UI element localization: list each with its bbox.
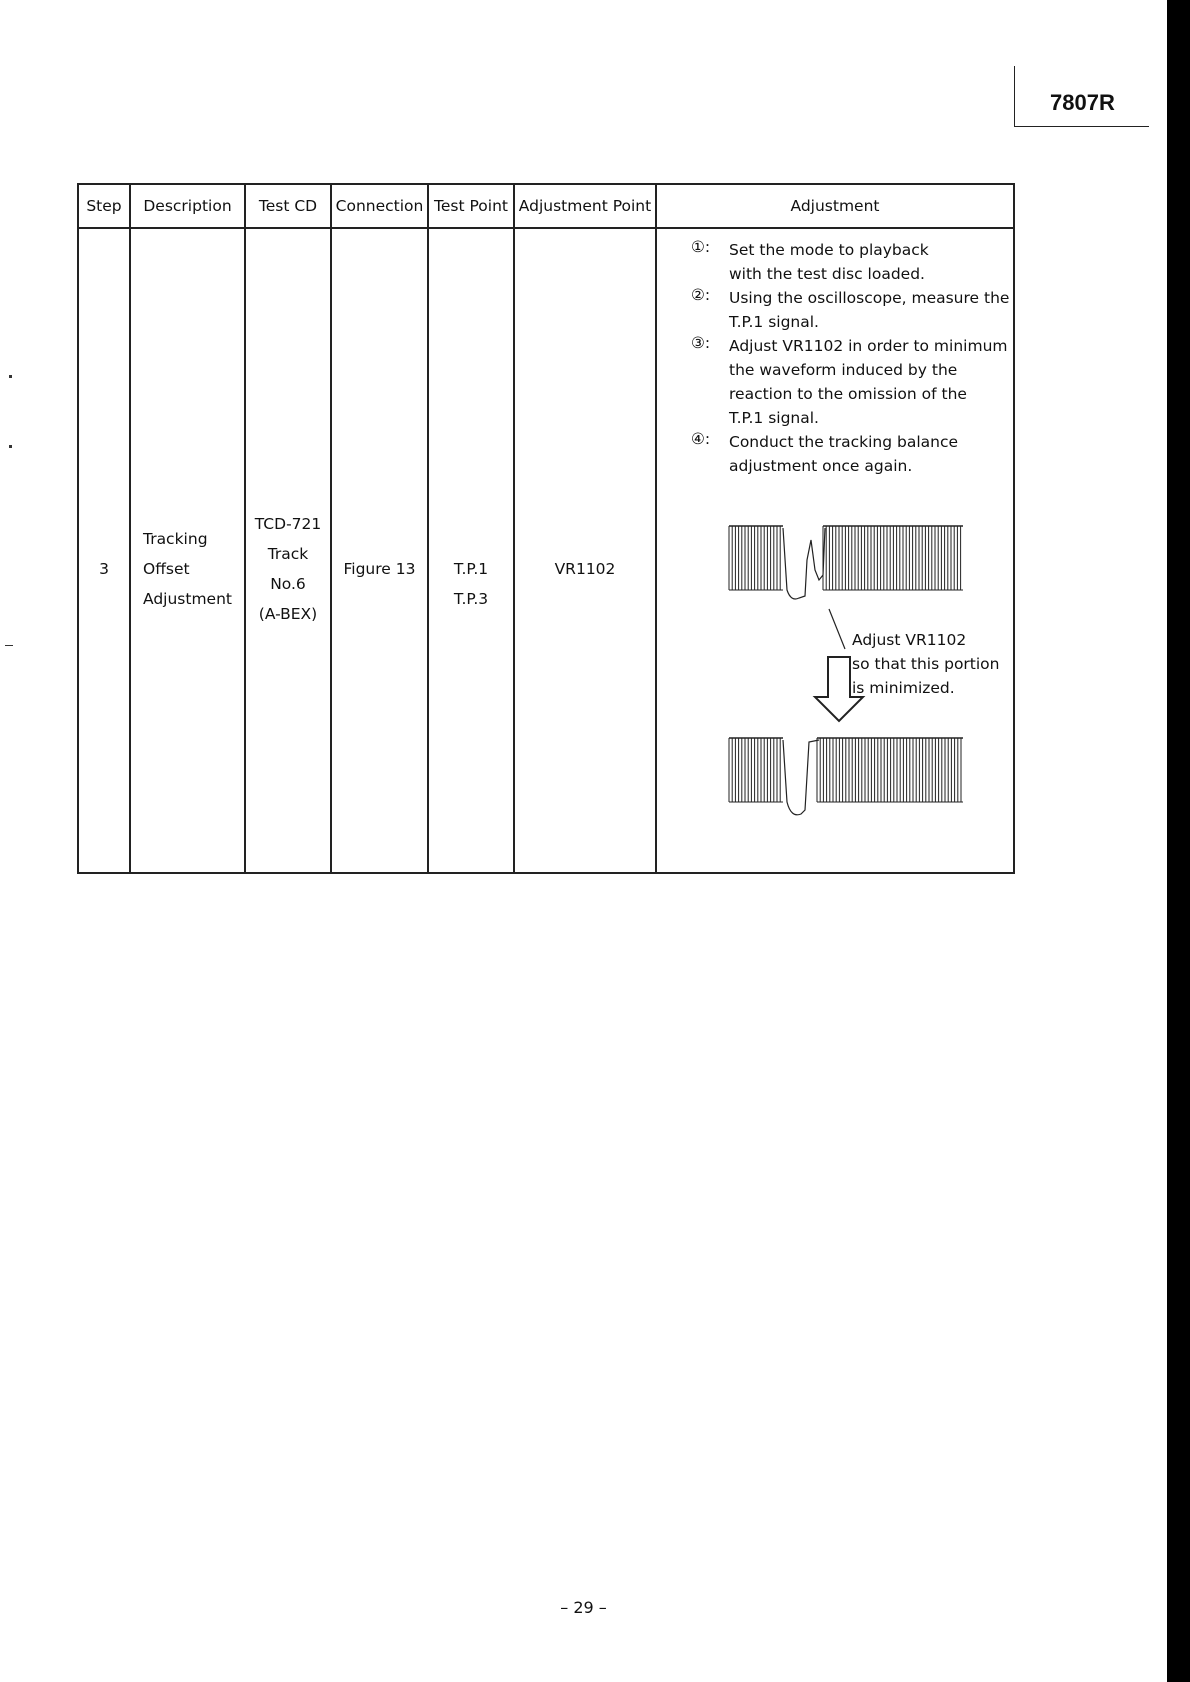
test-point-cell <box>428 228 514 873</box>
test-cd-line: No.6 <box>270 574 306 593</box>
header-adjustment-point: Adjustment Point <box>514 184 656 228</box>
adjustment-step <box>691 238 1009 286</box>
waveform-trace <box>783 528 825 599</box>
table-header-row <box>78 184 1014 228</box>
waveform-before <box>727 520 967 610</box>
scan-speck <box>9 375 12 378</box>
step-number: 3 <box>99 559 109 578</box>
description-line: Offset <box>143 559 190 578</box>
header-description: Description <box>130 184 245 228</box>
scan-speck <box>9 445 12 448</box>
model-number: 7807R <box>1050 90 1115 115</box>
test-cd-cell <box>245 228 331 873</box>
scan-speck <box>5 645 13 646</box>
description-cell <box>130 228 245 873</box>
description-line: Tracking <box>143 529 208 548</box>
test-point-line: T.P.3 <box>453 589 489 608</box>
step-text-line: Adjust VR1102 in order to minimum <box>729 337 1008 355</box>
connection-value: Figure 13 <box>343 559 416 578</box>
step-marker: ③: <box>691 334 711 352</box>
adjustment-step <box>691 286 1009 334</box>
test-cd-line: TCD-721 <box>254 514 322 533</box>
header-test-cd: Test CD <box>245 184 331 228</box>
step-marker: ②: <box>691 286 711 304</box>
step-marker: ④: <box>691 430 711 448</box>
step-text-line: the waveform induced by the <box>729 361 958 379</box>
adjustment-step <box>691 430 1009 478</box>
step-text-line: Set the mode to playback <box>729 241 929 259</box>
note-line: so that this portion <box>852 655 1000 673</box>
header-connection: Connection <box>331 184 428 228</box>
step-text-line: Conduct the tracking balance <box>729 433 959 451</box>
header-step: Step <box>78 184 130 228</box>
header-test-point: Test Point <box>428 184 514 228</box>
test-point-line: T.P.1 <box>453 559 489 578</box>
adjustment-point-value: VR1102 <box>554 559 616 578</box>
adjustment-steps <box>691 238 1009 478</box>
table-row <box>78 228 1014 873</box>
waveform-after <box>727 732 967 822</box>
step-text-line: T.P.1 signal. <box>729 313 819 331</box>
description-line: Adjustment <box>143 589 232 608</box>
test-cd-line: Track <box>267 544 309 563</box>
callout-line <box>827 607 847 651</box>
adjustment-table <box>77 183 1013 870</box>
step-text-line: T.P.1 signal. <box>729 409 819 427</box>
adjustment-note <box>852 628 1000 700</box>
adjustment-point-cell <box>514 228 656 873</box>
step-text-line: Using the oscilloscope, measure the <box>729 289 1010 307</box>
waveform-trace <box>783 740 819 815</box>
step-marker: ①: <box>691 238 711 256</box>
step-text-line: adjustment once again. <box>729 457 913 475</box>
note-line: Adjust VR1102 <box>852 631 967 649</box>
header-adjustment: Adjustment <box>656 184 1014 228</box>
adjustment-cell <box>656 228 1014 873</box>
step-text-line: with the test disc loaded. <box>729 265 925 283</box>
connection-cell <box>331 228 428 873</box>
step-text-line: reaction to the omission of the <box>729 385 967 403</box>
scan-edge <box>1167 0 1190 1682</box>
adjustment-step <box>691 334 1009 430</box>
step-cell <box>78 228 130 873</box>
note-line: is minimized. <box>852 679 955 697</box>
page-number: – 29 – <box>560 1598 607 1617</box>
test-cd-line: (A-BEX) <box>258 604 318 623</box>
